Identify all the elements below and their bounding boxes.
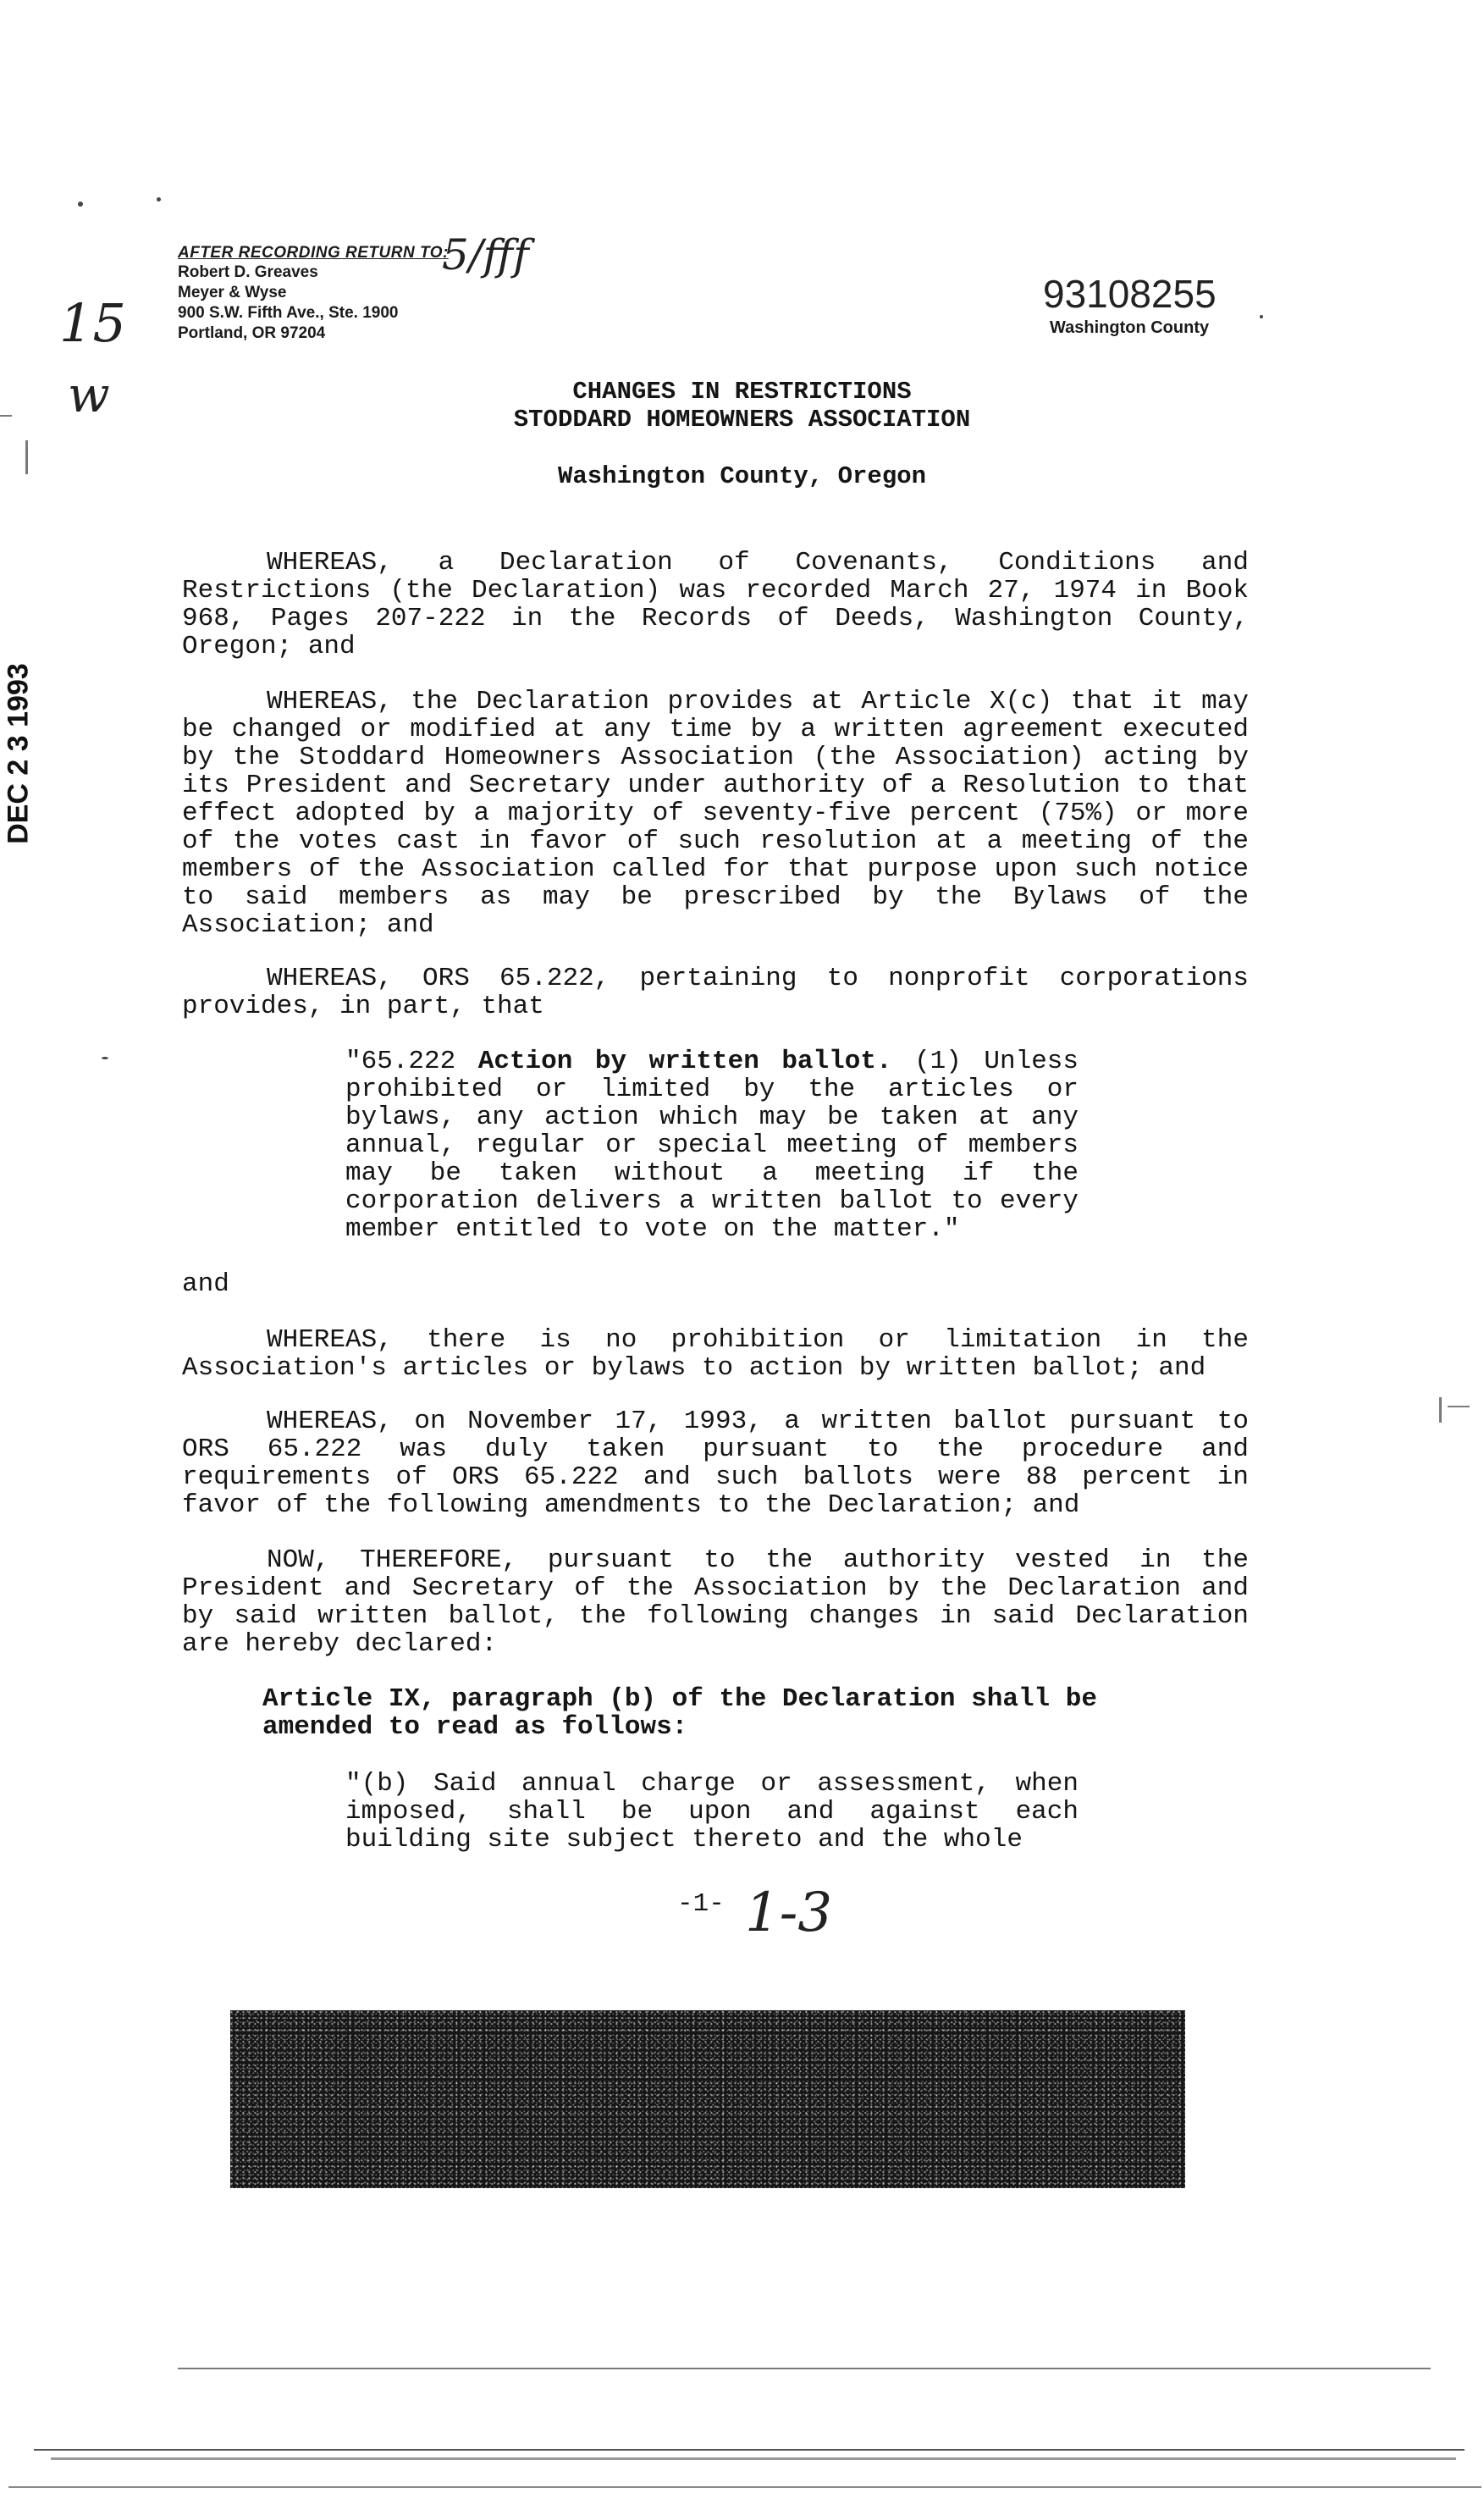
page-number: -1-	[677, 1889, 725, 1919]
conjunction-and: and	[182, 1269, 229, 1299]
paragraph-declaration-recorded: WHEREAS, a Declaration of Covenants, Conditions and Restrictions (the Declaration) was recorded March 27, 1974 in Book 968, Pages 207-222 in the Records of Deeds, Washington County, Oregon; and	[182, 548, 1249, 661]
handwritten-margin-number: 15	[59, 292, 126, 354]
association-name: STODDARD HOMEOWNERS ASSOCIATION	[513, 406, 971, 434]
return-line: Meyer & Wyse	[178, 284, 287, 301]
return-line: 900 S.W. Fifth Ave., Ste. 1900	[178, 304, 399, 322]
article-ix-heading: Article IX, paragraph (b) of the Declaration shall be amended to read as follows:	[262, 1684, 1097, 1742]
return-line: Robert D. Greaves	[178, 263, 318, 281]
statute-quote-open: "65.222	[345, 1047, 456, 1076]
statute-quote-text: (1) Unless prohibited or limited by the articles or bylaws, any action which may be taken at any annual, regular or special meeting of members may be taken without a meeting if the corporation delivers a written ballot to every member entitled to vote on the matter."	[345, 1047, 1079, 1244]
recording-number: 93108255	[1043, 272, 1216, 316]
paragraph-article-x: WHEREAS, the Declaration provides at Article X(c) that it may be changed or modified at any time by a written agreement executed by the Stoddard Homeowners Association (the Association) acting by its President and Secretary under authority of a Resolution to that effect adopted by a majority of seventy-five percent (75%) or more of the votes cast in favor of such resolution at a meeting of the members of the Association called for that purpose upon such notice to said members as may be prescribed by the Bylaws of the Association; and	[182, 687, 1249, 940]
document-title: CHANGES IN RESTRICTIONS	[572, 378, 912, 406]
scan-speck	[157, 197, 161, 202]
paragraph-ors-65222: WHEREAS, ORS 65.222, pertaining to nonprofit corporations provides, in part, that	[182, 964, 1249, 1021]
recording-county: Washington County	[1050, 318, 1210, 337]
date-stamp-text: DEC 2 3 1993	[2, 663, 35, 844]
handwritten-top-note: 5/fff	[442, 230, 529, 279]
statute-quote	[345, 1047, 1079, 1243]
return-line: Portland, OR 97204	[178, 324, 326, 342]
scan-rule	[34, 2449, 1465, 2451]
scan-speck	[102, 1057, 108, 1059]
scan-rule	[51, 2457, 1456, 2460]
handwritten-page-note: 1-3	[745, 1882, 833, 1944]
statute-quote-heading: Action by written ballot.	[477, 1047, 892, 1076]
paragraph-no-prohibition: WHEREAS, there is no prohibition or limitation in the Association's articles or bylaws to action by written ballot; and	[182, 1325, 1249, 1383]
margin-tick	[1448, 1406, 1470, 1407]
scan-noise-block	[230, 2010, 1185, 2188]
paragraph-written-ballot: WHEREAS, on November 17, 1993, a written ballot pursuant to ORS 65.222 was duly taken pursuant to the procedure and requirements of ORS 65.222 and such ballots were 88 percent in favor of the following amendments to the Declaration; and	[182, 1407, 1249, 1520]
margin-tick	[1439, 1397, 1442, 1423]
article-ix-quote: "(b) Said annual charge or assessment, when imposed, shall be upon and against each building site subject thereto and the whole	[345, 1769, 1079, 1855]
return-address-block	[178, 244, 449, 344]
return-heading: AFTER RECORDING RETURN TO:	[178, 244, 449, 262]
handwritten-margin-initial: w	[68, 366, 110, 423]
recording-block	[1043, 271, 1297, 338]
scan-rule	[178, 2368, 1431, 2369]
location-heading: Washington County, Oregon	[557, 462, 927, 490]
date-stamp	[0, 644, 37, 864]
paragraph-now-therefore: NOW, THEREFORE, pursuant to the authority vested in the President and Secretary of the Association by the Declaration and by said written ballot, the following changes in said Declaration are hereby declared:	[182, 1545, 1249, 1659]
scan-speck	[78, 202, 83, 207]
scan-rule	[8, 2486, 1481, 2488]
